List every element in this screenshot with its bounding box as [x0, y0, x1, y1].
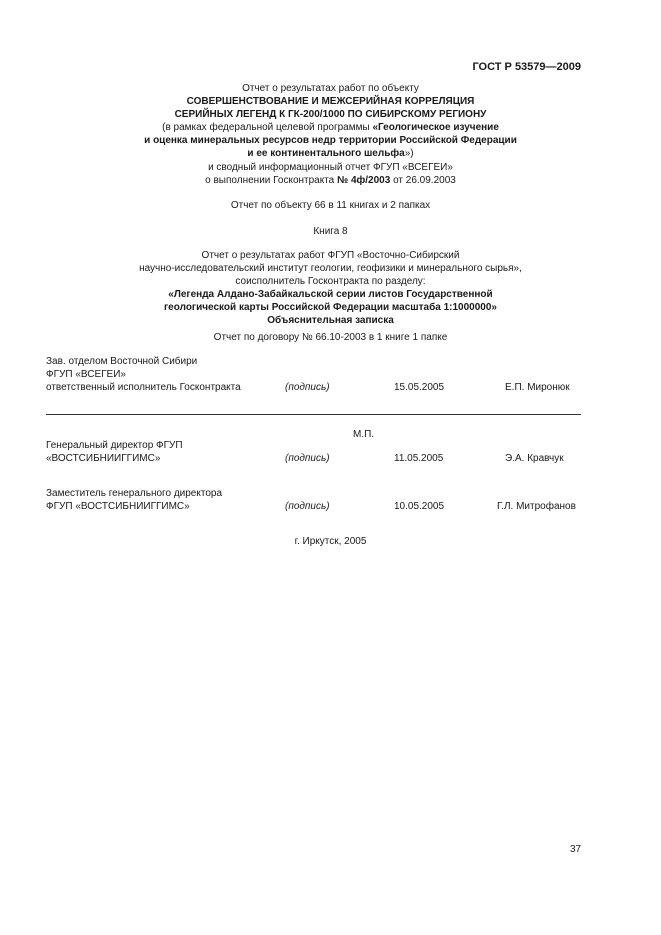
- signature-3-role: Заместитель генерального директора ФГУП «ВОСТСИБНИИГГИМС»: [46, 488, 223, 512]
- report-line-7: и сводный информационный отчет ФГУП «ВСЕГЕИ»: [208, 161, 453, 173]
- signature-1-sign: (подпись): [285, 382, 330, 393]
- subreport-line-5: геологической карты Российской Федерации масштаба 1:1000000»: [164, 302, 497, 314]
- stamp-label: М.П.: [353, 429, 375, 440]
- subreport-line-4: «Легенда Алдано-Забайкальской серии листов Государственной: [168, 289, 493, 301]
- report-line-1: Отчет о результатах работ по объекту: [242, 83, 419, 94]
- page-number: 37: [570, 844, 582, 855]
- separator-line: [46, 414, 581, 415]
- subreport-line-3: соисполнитель Госконтракта по разделу:: [235, 276, 426, 288]
- subreport-line-6: Объяснительная записка: [267, 315, 394, 327]
- object-report-line: Отчет по объекту 66 в 11 книгах и 2 папках: [230, 200, 431, 211]
- report-line-2: СОВЕРШЕНСТВОВАНИЕ И МЕЖСЕРИЙНАЯ КОРРЕЛЯЦИЯ: [186, 96, 475, 108]
- contract-line: Отчет по договору № 66.10-2003 в 1 книге 1 папке: [213, 332, 448, 343]
- subreport-block: [0, 249, 661, 328]
- place-year: г. Иркутск, 2005: [294, 536, 367, 547]
- subreport-line-1: Отчет о результатах работ ФГУП «Восточно-Сибирский: [201, 250, 460, 261]
- report-line-4: (в рамках федеральной целевой программы «Геологическое изучение: [162, 122, 499, 134]
- signature-3-date: 10.05.2005: [394, 501, 445, 512]
- signature-2-sign: (подпись): [285, 453, 330, 464]
- subreport-line-2: научно-исследовательский институт геологии, геофизики и минерального сырья»,: [139, 263, 522, 275]
- standard-number: ГОСТ Р 53579—2009: [472, 61, 581, 73]
- signature-1-role: Зав. отделом Восточной Сибири ФГУП «ВСЕГЕИ» ответственный исполнитель Госконтракта: [46, 356, 241, 393]
- signature-2-name: Э.А. Кравчук: [505, 453, 564, 464]
- report-line-6: и ее континентального шельфа»): [247, 148, 414, 160]
- book-label: Книга 8: [313, 226, 348, 237]
- signature-3-sign: (подпись): [285, 501, 330, 512]
- report-title-block: [0, 82, 661, 187]
- report-line-5: и оценка минеральных ресурсов недр территории Российской Федерации: [144, 135, 517, 147]
- report-line-8: о выполнении Госконтракта № 4ф/2003 от 26.09.2003: [205, 174, 456, 186]
- signature-1-name: Е.П. Миронюк: [505, 382, 570, 393]
- signature-2-date: 11.05.2005: [394, 453, 444, 464]
- signature-3-name: Г.Л. Митрофанов: [497, 501, 576, 512]
- report-line-3: СЕРИЙНЫХ ЛЕГЕНД К ГК-200/1000 ПО СИБИРСКОМУ РЕГИОНУ: [174, 109, 487, 121]
- signature-1-date: 15.05.2005: [394, 382, 445, 393]
- signature-2-role: Генеральный директор ФГУП «ВОСТСИБНИИГГИМС»: [46, 440, 183, 464]
